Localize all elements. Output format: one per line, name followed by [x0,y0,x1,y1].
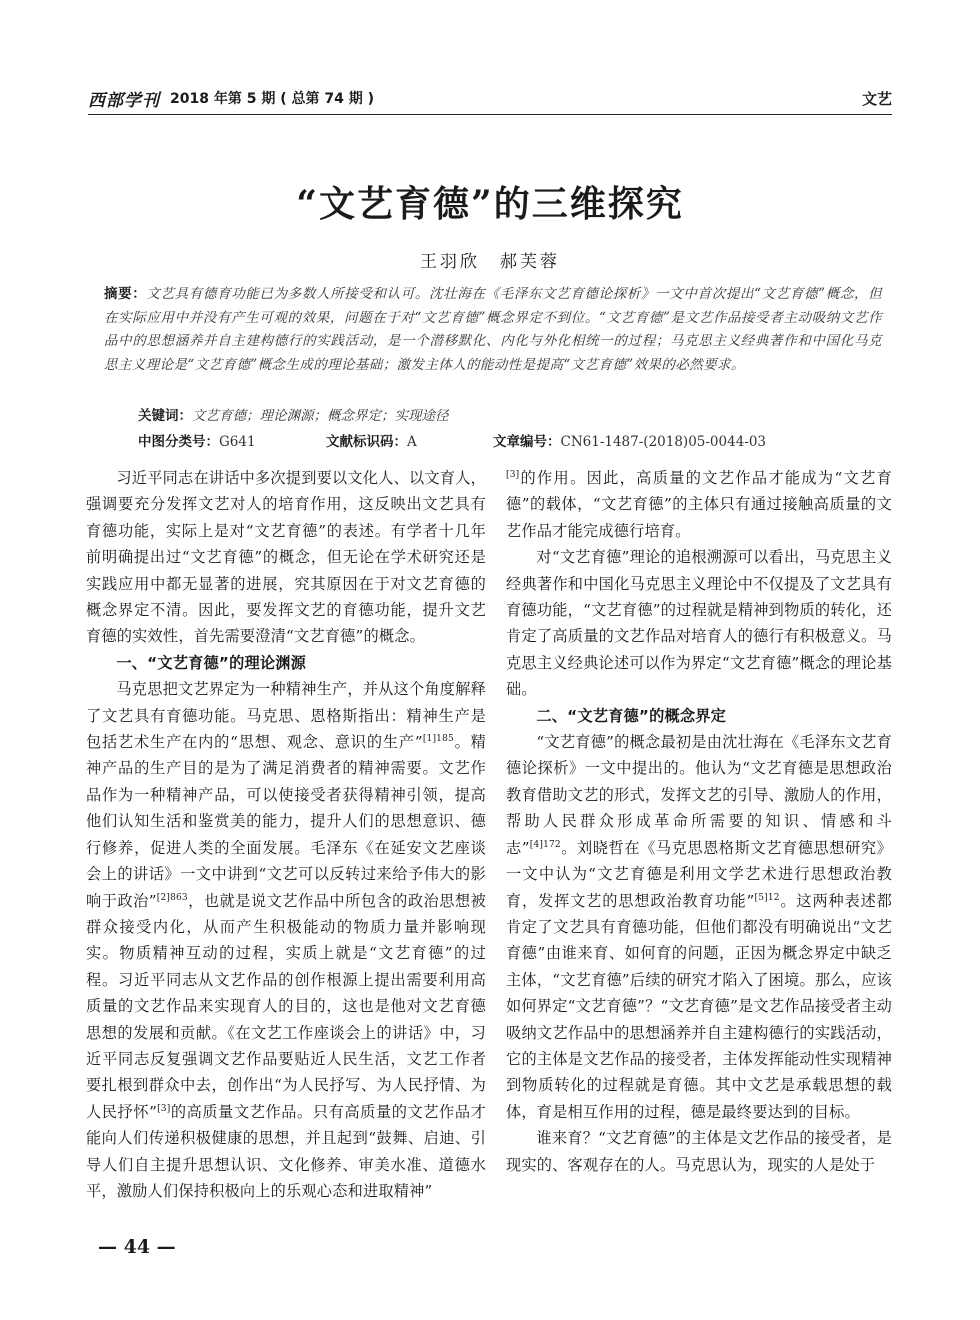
s2p1-part-a: “文艺育德”的概念最初是由沈壮海在《毛泽东文艺育德论探析》一文中提出的。他认为“文艺育德是思想政治教育借助文艺的形式，发挥文艺的引导、激励人的作用，帮助人民群众形成革命所需要的知识、情感和斗志” [506,733,892,857]
s1p1-part-e: 的作用。因此，高质量的文艺作品才能成为“文艺育德”的载体，“文艺育德”的主体只有通过接触高质量的文艺作品才能完成德行培育。 [506,469,892,540]
doc-code-field [326,430,417,450]
s2p1-part-c: 。这两种表述都肯定了文艺具有育德功能，但他们都没有明确说出“文艺育德”由谁来育、如何育的问题，正因为概念界定中缺乏主体，“文艺育德”后续的研究才陷入了困境。那么，应该如何界定“文艺育德”？“文艺育德”是文艺作品接受者主动吸纳文艺作品中的思想涵养并自主建构德行的实践活动，它的主体是文艺作品的接受者，主体发挥能动性实现精神到物质转化的过程就是育德。其中文艺是承载思想的载体，育是相互作用的过程，德是最终要达到的目标。 [506,891,892,1121]
running-header [88,84,892,115]
article-no-field [493,430,766,450]
doc-code-label: 文献标识码： [326,434,407,450]
issue-info: 2018 年第 5 期 ( 总第 74 期 ) [170,91,374,107]
abstract-label: 摘要： [104,286,147,302]
s1p1-part-a: 马克思把文艺界定为一种精神生产，并从这个角度解释了文艺具有育德功能。马克思、恩格斯指出：精神生产是包括艺术生产在内的“思想、观念、意识的生产” [86,680,486,752]
citation: [3] [506,469,520,480]
intro-paragraph: 习近平同志在讲话中多次提到要以文化人、以文育人，强调要充分发挥文艺对人的培育作用，这反映出文艺具有育德功能，实际上是对“文艺育德”的表述。有学者十几年前明确提出过“文艺育德”的概念，但无论在学术研究还是实践应用中都无显著的进展，究其原因在于对文艺育德的概念界定不清。因此，要发挥文艺的育德功能，提升文艺育德的实效性，首先需要澄清“文艺育德”的概念。 [86,469,486,646]
doc-code-value: A [407,434,417,450]
s1p1-part-d: 的高质量文艺作品。只有高质量的文艺作品才能向人们传递积极健康的思想，并且起到“鼓舞、启迪、引导人们自主提升思想认识、文化修养、审美水准、道德水平，激励人们保持积极向上的乐观心态和进取精神” [86,1102,486,1200]
s1p1-part-b: 。精神产品的生产目的是为了满足消费者的精神需要。文艺作品作为一种精神产品，可以使接受者获得精神引领，提高他们认知生活和鉴赏美的能力，提升人们的思想意识、德行修养，促进人类的全面发展。毛泽东《在延安文艺座谈会上的讲话》一文中讲到“文艺可以反转过来给予伟大的影响于政治” [86,733,486,910]
abstract-text: 文艺具有德育功能已为多数人所接受和认可。沈壮海在《毛泽东文艺育德论探析》一文中首次提出“文艺育德”概念，但在实际应用中并没有产生可观的效果，问题在于对“文艺育德”概念界定不到位。“文艺育德”是文艺作品接受者主动吸纳文艺作品中的思想涵养并自主建构德行的实践活动，是一个潜移默化、内化与外化相统一的过程；马克思主义经典著作和中国化马克思主义理论是“文艺育德”概念生成的理论基础；激发主体人的能动性是提高“文艺育德”效果的必然要求。 [104,286,882,373]
keywords-label: 关键词： [138,408,192,424]
abstract [104,283,882,377]
authors: 王羽欣 郝芙蓉 [420,252,560,272]
s1p1-part-c: ，也就是说文艺作品中所包含的政治思想被群众接受内化，从而产生积极能动的物质力量并影响现实。物质精神互动的过程，实质上就是“文艺育德”的过程。习近平同志从文艺作品的创作根源上提出需要利用高质量的文艺作品来实现育人的目的，这也是他对文艺育德思想的发展和贡献。《在文艺工作座谈会上的讲话》中，习近平同志反复强调文艺作品要贴近人民生活，文艺工作者要扎根到群众中去，创作出“为人民抒写、为人民抒情、为人民抒怀” [86,891,486,1121]
section2-paragraph-2: 谁来育？“文艺育德”的主体是文艺作品的接受者，是现实的、客观存在的人。马克思认为，现实的人是处于 [506,1129,892,1174]
citation: [5]12 [754,892,780,903]
clc-value: G641 [219,434,256,450]
article-no-value: CN61-1487-(2018)05-0044-03 [560,434,767,450]
section-heading-1: 一、“文艺育德”的理论渊源 [116,653,307,672]
page-number: — 44 — [98,1236,176,1258]
citation: [3] [157,1103,171,1114]
article-no-label: 文章编号： [493,434,561,450]
section-heading-2: 二、“文艺育德”的概念界定 [536,706,727,725]
section1-paragraph-2: 对“文艺育德”理论的追根溯源可以看出，马克思主义经典著作和中国化马克思主义理论中不仅提及了文艺具有育德功能，“文艺育德”的过程就是精神到物质的转化，还肯定了高质量的文艺作品对培育人的德行有积极意义。马克思主义经典论述可以作为界定“文艺育德”概念的理论基础。 [506,548,892,699]
s2p1-part-b: 。刘晓哲在《马克思恩格斯文艺育德思想研究》一文中认为“文艺育德是利用文学艺术进行思想政治教育，发挥文艺的思想政治教育功能” [506,838,892,910]
journal-logo: 西部学刊 [88,91,160,111]
section-name: 文艺 [861,90,892,108]
keywords-text: 文艺育德；理论渊源；概念界定；实现途径 [192,408,449,424]
section1-paragraph-1-continued [506,465,892,544]
section1-paragraph-1 [86,676,486,1204]
clc-label: 中图分类号： [138,434,219,450]
citation: [2]863 [156,892,188,903]
body-column-left [86,465,486,1230]
citation: [1]185 [422,734,454,744]
section2-paragraph-1 [506,729,892,1125]
body-column-right [506,465,892,1230]
citation: [4]172 [529,839,561,850]
article-title: “文艺育德”的三维探究 [296,183,684,225]
classification-line [138,430,898,450]
keywords [138,404,449,424]
clc-field [138,430,256,450]
